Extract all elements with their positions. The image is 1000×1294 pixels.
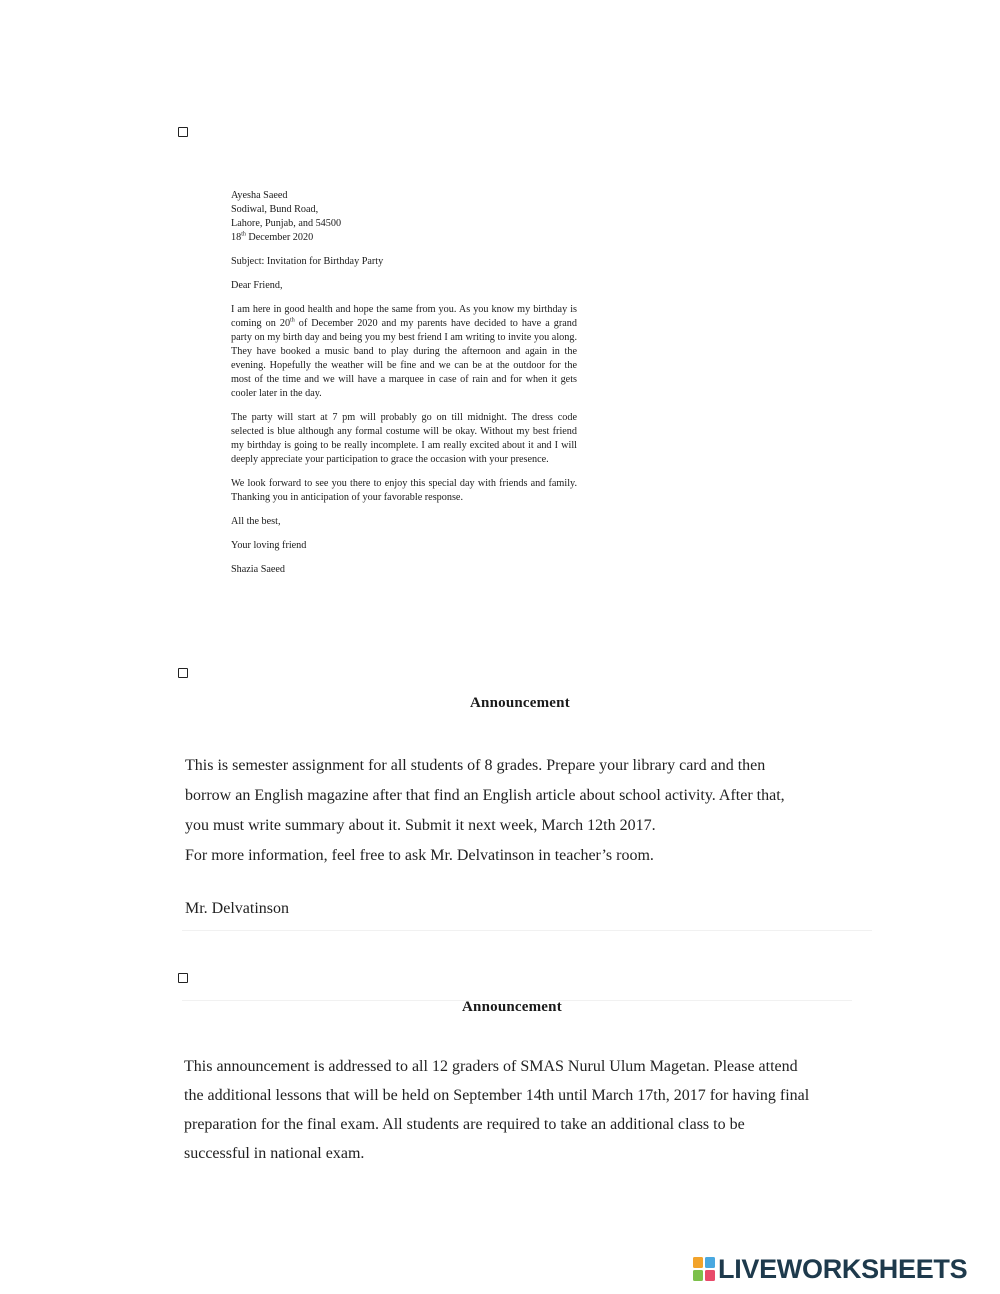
- address-line-1: Sodiwal, Bund Road,: [231, 204, 319, 215]
- announcement-1-line: This is semester assignment for all students of 8 grades. Prepare your library card and then: [185, 757, 766, 774]
- brand-name: LIVEWORKSHEETS: [718, 1254, 968, 1284]
- announcement-2-line: preparation for the final exam. All students are required to take an additional class to be: [184, 1116, 745, 1133]
- liveworksheets-logo: [693, 1255, 967, 1283]
- announcement-2-body: [184, 1052, 854, 1168]
- letter-date: 18th December 2020: [231, 231, 314, 243]
- liveworksheets-logo-icon: [693, 1257, 715, 1281]
- letter-closing-2: Your loving friend: [231, 540, 307, 551]
- divider: [182, 930, 872, 931]
- letter-closing-1: All the best,: [231, 516, 281, 527]
- option-checkbox-2[interactable]: [178, 668, 188, 678]
- letter-salutation: Dear Friend,: [231, 280, 283, 291]
- option-checkbox-3[interactable]: [178, 973, 188, 983]
- announcement-1-line: For more information, feel free to ask Mr. Delvatinson in teacher’s room.: [185, 847, 654, 864]
- address-line-2: Lahore, Punjab, and 54500: [231, 218, 342, 229]
- announcement-1-signature: Mr. Delvatinson: [185, 900, 289, 917]
- announcement-2-line: This announcement is addressed to all 12 graders of SMAS Nurul Ulum Magetan. Please attend: [184, 1058, 798, 1075]
- announcement-2-title: Announcement: [462, 999, 562, 1015]
- announcement-1-body: [185, 751, 875, 871]
- letter-signature: Shazia Saeed: [231, 564, 286, 575]
- announcement-1-line: borrow an English magazine after that find an English article about school activity. After that,: [185, 787, 785, 804]
- letter-paragraph-3: We look forward to see you there to enjoy this special day with friends and family. Thanking you in anticipation of your favorable response.: [231, 478, 577, 503]
- letter-paragraph-2: The party will start at 7 pm will probably go on till midnight. The dress code selected is blue although any formal costume will be okay. Without my best friend my birthday is going to be really incomplete. I am really excited about it and I will deeply appreciate your participation to grace the occasion with your presence.: [231, 412, 577, 465]
- letter-subject: Subject: Invitation for Birthday Party: [231, 256, 384, 267]
- announcement-1-line: you must write summary about it. Submit it next week, March 12th 2017.: [185, 817, 656, 834]
- sender-name: Ayesha Saeed: [231, 190, 288, 201]
- invitation-letter: [231, 189, 577, 577]
- option-checkbox-1[interactable]: [178, 127, 188, 137]
- letter-paragraph-1: I am here in good health and hope the same from you. As you know my birthday is coming on 20th of December 2020 and my parents have decided to have a grand party on my birth day and being you my best friend I am writing to invite you along. They have booked a music band to play during the afternoon and again in the evening. Hopefully the weather will be fine and we can be at the outdoor for the most of the time and we will have a marquee in case of rain and for when it gets cooler later in the day.: [231, 304, 577, 399]
- announcement-2-line: successful in national exam.: [184, 1145, 365, 1162]
- announcement-1-title: Announcement: [470, 695, 570, 711]
- announcement-2-line: the additional lessons that will be held on September 14th until March 17th, 2017 for having final: [184, 1087, 810, 1104]
